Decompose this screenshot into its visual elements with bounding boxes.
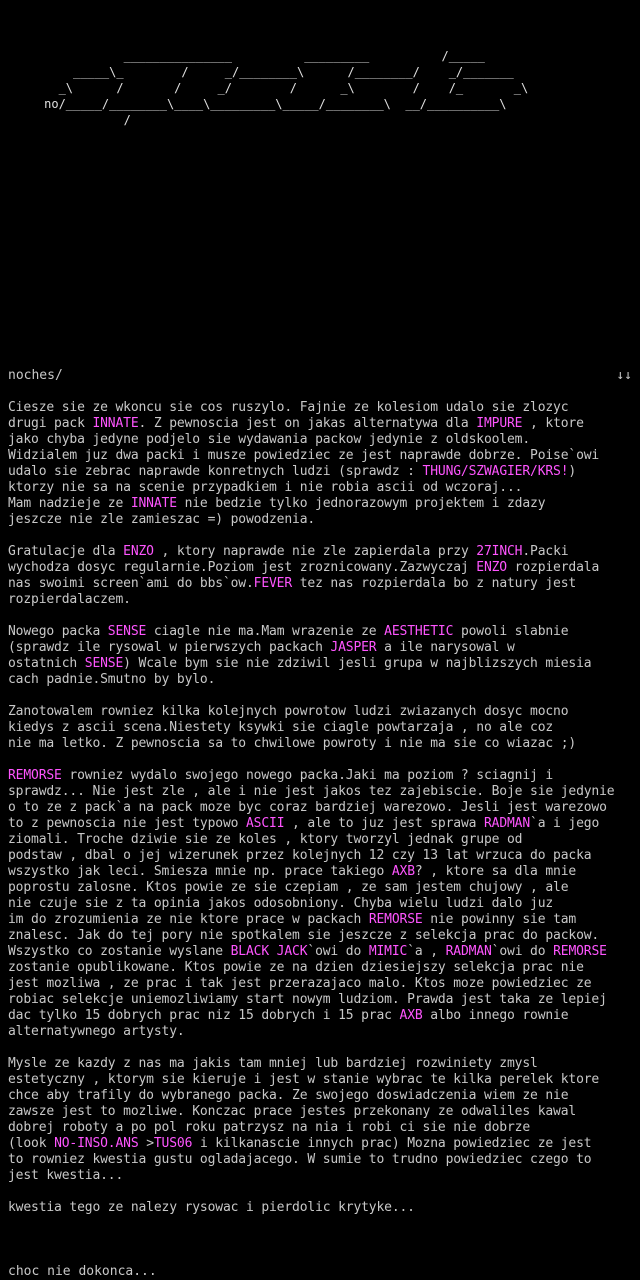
text-segment: (look xyxy=(8,1136,55,1151)
text-segment: Gratulacje dla xyxy=(8,544,124,559)
text-line xyxy=(8,672,215,687)
text-segment: ciagle nie ma.Mam wrazenie ze xyxy=(146,624,385,639)
text-line xyxy=(8,976,591,991)
text-segment: a ile narysowal w xyxy=(376,640,515,655)
text-line xyxy=(8,736,576,751)
text-segment: kiedys z ascii scena.Niestety ksywki sie ciagle powtarzaja , no ale coz xyxy=(8,720,554,735)
scroll-down-icon: ↓↓ xyxy=(616,368,632,383)
text-segment: znalesc. Jak do tej pory nie spotkalem sie jeszcze z selekcja prac do packow. xyxy=(8,928,600,943)
text-segment: jest mozliwa , ze prac i tak jest przerazajaco malo. Ktos moze powiedziec ze xyxy=(8,976,592,991)
article-text xyxy=(8,400,640,1216)
text-line xyxy=(8,1072,599,1087)
highlighted-name: RADMAN xyxy=(445,944,492,959)
highlighted-name: 27INCH xyxy=(476,544,523,559)
text-line xyxy=(8,1136,591,1151)
text-segment: ) Wcale bym sie nie zdziwil jesli grupa w najblizszych miesia xyxy=(123,656,592,671)
highlighted-name: ENZO xyxy=(476,560,507,575)
text-line xyxy=(8,912,576,927)
text-segment: udalo sie zebrac naprawde konretnych ludzi (sprawdz : xyxy=(8,464,423,479)
highlighted-name: RADMAN xyxy=(483,816,531,831)
text-line xyxy=(8,1056,538,1071)
text-segment: . Z pewnoscia jest on jakas alternatywa dla xyxy=(138,416,477,431)
text-segment: dac tylko 15 dobrych prac niz 15 dobrych i 15 prac xyxy=(8,1008,400,1023)
highlighted-name: THUNG/SZWAGIER/KRS! xyxy=(422,464,569,479)
text-segment: powoli slabnie xyxy=(453,624,569,639)
text-segment: o to ze z pack`a na pack moze byc coraz bardziej warezowo. Jesli jest warezowo xyxy=(8,800,607,815)
text-segment: > xyxy=(138,1136,154,1151)
text-segment: Widzialem juz dwa packi i musze powiedziec ze jest naprawde dobrze. Poise`owi xyxy=(8,448,600,463)
highlighted-name: AESTHETIC xyxy=(384,624,454,639)
text-segment: `owi do xyxy=(307,944,369,959)
text-line xyxy=(8,592,131,607)
text-segment: im do zrozumienia ze nie ktore prace w packach xyxy=(8,912,369,927)
text-segment: (sprawdz ile rysowal w pierwszych packach xyxy=(8,640,331,655)
text-segment: albo innego rownie xyxy=(422,1008,569,1023)
text-line xyxy=(8,1024,185,1039)
text-segment: nas swoimi screen`ami do bbs`ow. xyxy=(8,576,254,591)
text-segment: ? , ktore sa dla mnie xyxy=(414,864,577,879)
text-segment: to rowniez kwestia gustu ogladajacego. W sumie to trudno powiedziec czego to xyxy=(8,1152,592,1167)
text-segment: ostatnich xyxy=(8,656,85,671)
highlighted-name: SENSE xyxy=(84,656,124,671)
text-line xyxy=(8,656,591,671)
text-segment: kwestia tego ze nalezy rysowac i pierdolic krytyke... xyxy=(8,1200,415,1215)
highlighted-name: ASCII xyxy=(245,816,285,831)
text-line xyxy=(8,1200,415,1215)
text-segment: zostanie opublikowane. Ktos powie ze na dzien dziesiejszy selekcja prac nie xyxy=(8,960,584,975)
text-segment: podstaw , dbal o jej wizerunek przez kolejnych 12 czy 13 lat wrzuca do packa xyxy=(8,848,592,863)
text-segment: drugi pack xyxy=(8,416,93,431)
closing-line: choc nie dokonca... xyxy=(8,1264,157,1279)
text-line xyxy=(8,848,591,863)
highlighted-name: REMORSE xyxy=(368,912,423,927)
text-line xyxy=(8,768,553,783)
text-segment: estetyczny , ktorym sie kieruje i jest w stanie wybrac te kilka perelek ktore xyxy=(8,1072,600,1087)
text-segment: `a i jego xyxy=(530,816,600,831)
text-segment: alternatywnego artysty. xyxy=(8,1024,185,1039)
text-segment: ) xyxy=(568,464,577,479)
text-segment: , ktore xyxy=(522,416,584,431)
text-line xyxy=(8,1120,530,1135)
text-line xyxy=(8,928,599,943)
text-line xyxy=(8,784,614,799)
ascii-logo: _______________ _________ /_____ _____\_ / _/________\ /________/ _/_______ _\ / / _/ / _\ / /_ _\ no/_____/________\____\_________\_____/________\ __/__________\ / xyxy=(44,49,529,127)
text-line xyxy=(8,640,515,655)
highlighted-name: INNATE xyxy=(130,496,177,511)
text-line xyxy=(8,960,584,975)
text-segment: Zanotowalem rowniez kilka kolejnych powrotow ludzi zwiazanych dosyc mocno xyxy=(8,704,569,719)
text-line xyxy=(8,400,568,415)
text-line xyxy=(8,800,607,815)
text-segment: , ale to juz jest sprawa xyxy=(284,816,484,831)
highlighted-name: INNATE xyxy=(92,416,139,431)
text-line xyxy=(8,1008,568,1023)
text-line xyxy=(8,416,584,431)
text-segment: rozpierdala xyxy=(507,560,600,575)
text-line xyxy=(8,1104,576,1119)
text-segment: nie powinny sie tam xyxy=(422,912,577,927)
highlighted-name: NO-INSO.ANS xyxy=(54,1136,139,1151)
text-segment: to z pewnoscia nie jest typowo xyxy=(8,816,246,831)
text-line xyxy=(8,544,568,559)
highlighted-name: IMPURE xyxy=(476,416,523,431)
text-segment: tez nas rozpierdala bo z natury jest xyxy=(292,576,577,591)
text-line xyxy=(8,944,607,959)
text-line xyxy=(8,624,568,639)
highlighted-name: BLACK JACK xyxy=(230,944,308,959)
text-segment: nie czuje sie z ta opinia jakos odosobniony. Chyba wielu ludzi dalo juz xyxy=(8,896,554,911)
highlighted-name: TUS06 xyxy=(153,1136,193,1151)
text-segment: ziomali. Troche dziwie sie ze koles , ktory tworzyl jednak grupe od xyxy=(8,832,523,847)
text-line xyxy=(8,992,607,1007)
text-segment: nie bedzie tylko jednorazowym projektem i zdazy xyxy=(176,496,546,511)
text-segment: ktorzy nie sa na scenie przypadkiem i nie robia ascii od wczoraj... xyxy=(8,480,523,495)
text-segment: Mysle ze kazdy z nas ma jakis tam mniej lub bardziej rozwiniety zmysl xyxy=(8,1056,538,1071)
text-segment: chce aby trafily do wybranego packa. Ze swojego doswiadczenia wiem ze nie xyxy=(8,1088,569,1103)
highlighted-name: MIMIC xyxy=(368,944,408,959)
text-segment: nie ma letko. Z pewnoscia sa to chwilowe powroty i nie ma sie co wiazac ;) xyxy=(8,736,577,751)
text-segment: wszystko jak leci. Smiesza mnie np. prace takiego xyxy=(8,864,392,879)
text-line xyxy=(8,704,568,719)
text-line xyxy=(8,816,599,831)
text-line xyxy=(8,432,530,447)
highlighted-name: SENSE xyxy=(107,624,147,639)
text-segment: Mam nadzieje ze xyxy=(8,496,131,511)
highlighted-name: JASPER xyxy=(330,640,377,655)
text-segment: `owi do xyxy=(491,944,554,959)
text-segment: , ktory naprawde nie zle zapierdala przy xyxy=(153,544,477,559)
text-line xyxy=(8,448,599,463)
text-line xyxy=(8,864,576,879)
text-line xyxy=(8,560,599,575)
text-line xyxy=(8,1152,591,1167)
article-header xyxy=(8,368,632,384)
text-segment: Wszystko co zostanie wyslane xyxy=(8,944,231,959)
text-line xyxy=(8,512,315,527)
text-segment: robiac selekcje uniemozliwiamy start nowym ludziom. Prawda jest taka ze lepiej xyxy=(8,992,607,1007)
text-line xyxy=(8,576,576,591)
text-line xyxy=(8,880,568,895)
text-line xyxy=(8,832,522,847)
text-line xyxy=(8,496,545,511)
author-signature: noches/ xyxy=(8,368,63,383)
text-segment: sprawdz... Nie jest zle , ale i nie jest jakos tez zajebiscie. Boje sie jedynie xyxy=(8,784,615,799)
text-segment: jeszcze nie zle zamieszac =) powodzenia. xyxy=(8,512,316,527)
text-segment: dobrej roboty a po pol roku patrzysz na nia i robi ci sie nie dobrze xyxy=(8,1120,531,1135)
text-line xyxy=(8,1088,568,1103)
text-segment: wychodza dosyc regularnie.Poziom jest zroznicowany.Zazwyczaj xyxy=(8,560,477,575)
highlighted-name: FEVER xyxy=(253,576,293,591)
text-segment: rozpierdalaczem. xyxy=(8,592,131,607)
text-segment: Ciesze sie ze wkoncu sie cos ruszylo. Fajnie ze kolesiom udalo sie zlozyc xyxy=(8,400,569,415)
text-segment: i kilkanascie innych prac) Mozna powiedziec ze jest xyxy=(192,1136,592,1151)
text-segment: zawsze jest to mozliwe. Konczac prace jestes przekonany ze odwaliles kawal xyxy=(8,1104,577,1119)
text-segment: cach padnie.Smutno by bylo. xyxy=(8,672,216,687)
text-segment: poprostu zalosne. Ktos powie ze sie czepiam , ze sam jestem chujowy , ale xyxy=(8,880,569,895)
text-line xyxy=(8,480,522,495)
highlighted-name: AXB xyxy=(399,1008,423,1023)
text-segment: Nowego packa xyxy=(8,624,108,639)
text-segment: rowniez wydalo swojego nowego packa.Jaki ma poziom ? sciagnij i xyxy=(61,768,554,783)
highlighted-name: AXB xyxy=(391,864,415,879)
text-segment: jako chyba jedyne podjelo sie wydawania packow jedynie z oldskoolem. xyxy=(8,432,531,447)
text-line xyxy=(8,896,553,911)
text-line xyxy=(8,720,553,735)
text-segment: `a , xyxy=(407,944,446,959)
highlighted-name: REMORSE xyxy=(8,768,62,783)
text-line xyxy=(8,464,576,479)
highlighted-name: REMORSE xyxy=(553,944,607,959)
text-segment: .Packi xyxy=(522,544,569,559)
text-line xyxy=(8,1168,123,1183)
highlighted-name: ENZO xyxy=(123,544,154,559)
text-segment: jest kwestia... xyxy=(8,1168,124,1183)
